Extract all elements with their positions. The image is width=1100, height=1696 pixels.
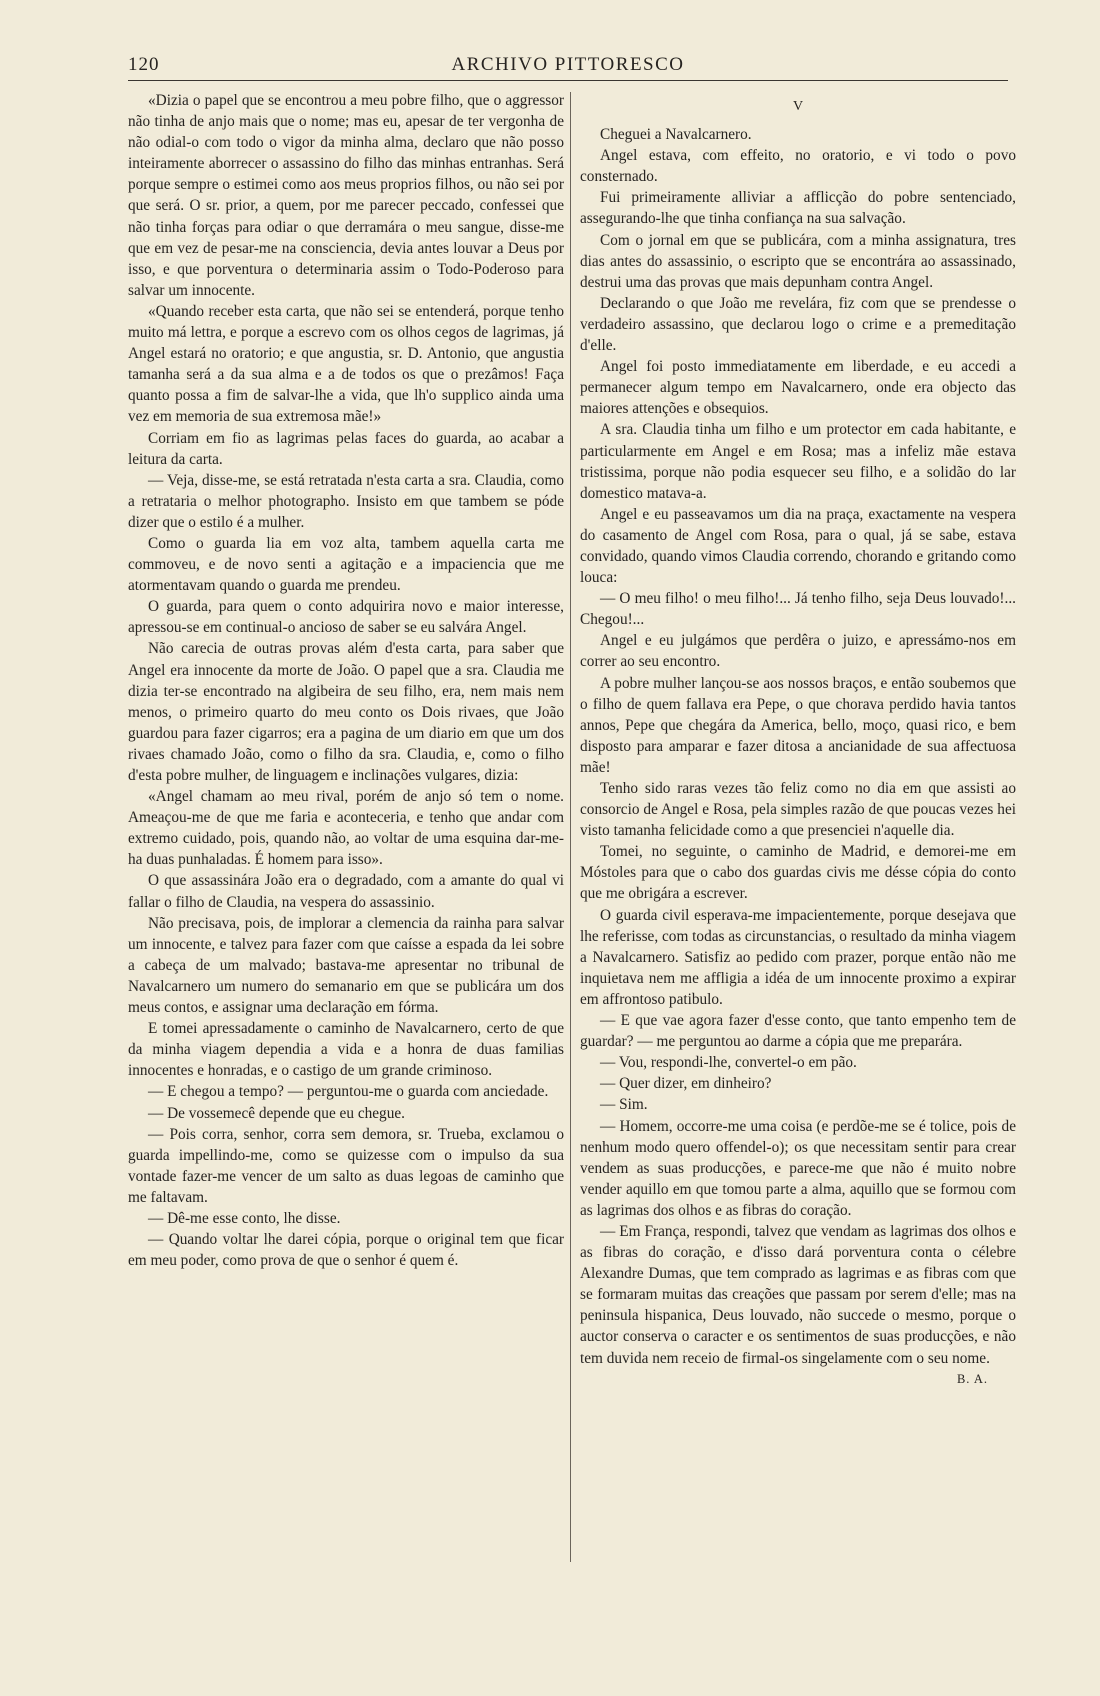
right-paragraph: Fui primeiramente alliviar a afflicção do pobre sentenciado, assegurando-lhe que tinha confiança na sua salvação.: [580, 189, 1016, 228]
left-paragraph: Corriam em fio as lagrimas pelas faces do guarda, ao acabar a leitura da carta.: [128, 429, 564, 468]
left-paragraph: E tomei apressadamente o caminho de Navalcarnero, certo de que da minha viagem dependia a vida e a honra de duas familias innocentes e honradas, e o castigo de um grande criminoso.: [128, 1020, 564, 1080]
right-paragraph: Cheguei a Navalcarnero.: [600, 126, 752, 144]
right-paragraph: Angel e eu julgámos que perdêra o juizo, e apressámo-nos em correr ao seu encontro.: [580, 632, 1016, 671]
right-paragraph: Tomei, no seguinte, o caminho de Madrid, e demorei-me em Móstoles para que o cabo dos guardas civis me désse cópia do conto que me obrigára a escrever.: [580, 843, 1016, 903]
right-column: [580, 90, 1016, 1390]
left-paragraph: O guarda, para quem o conto adquirira novo e maior interesse, apressou-se em continual-o ancioso de saber se eu salvára Angel.: [128, 598, 564, 637]
author-signature: B. A.: [956, 1371, 988, 1386]
right-paragraph: Tenho sido raras vezes tão feliz como no dia em que assisti ao consorcio de Angel e Rosa, pela simples razão de que poucas vezes hei visto tamanha felicidade como a que presenciei n'aquelle dia.: [580, 780, 1016, 840]
left-paragraph: — Dê-me esse conto, lhe disse.: [148, 1209, 341, 1227]
left-column: [128, 90, 564, 1271]
right-paragraph: A pobre mulher lançou-se aos nossos braços, e então soubemos que o filho de quem fallava era Pepe, o que chorava perdido havia tantos annos, Pepe que chegára da America, bello, moço, quasi rico, e bem disposto para amparar e fazer ditosa a ancianidade de sua affectuosa mãe!: [580, 674, 1016, 776]
left-paragraph: — E chegou a tempo? — perguntou-me o guarda com anciedade.: [148, 1083, 549, 1101]
right-paragraph: Angel foi posto immediatamente em liberdade, e eu accedi a permanecer algum tempo em Navalcarnero, onde era objecto das maiores attenções e obsequios.: [580, 358, 1016, 418]
left-paragraph: «Dizia o papel que se encontrou a meu pobre filho, que o aggressor não tinha de anjo mais que o nome; mas eu, apesar de ter vergonha de não odial-o com todo o vigor da minha alma, declaro que não posso inteiramente aborrecer o assassino do filho das minhas entranhas. Será porque sempre o estimei como aos meus proprios filhos, ou não sei por que será. O sr. prior, a quem, por me parecer peccado, confessei que não tinha forças para odiar o que derramára o meu sangue, disse-me que em vez de pesar-me na consciencia, devia antes louvar a Deus por isso, e que porventura o determinaria assim o Todo-Poderoso para salvar um innocente.: [128, 92, 564, 299]
right-paragraph: Angel estava, com effeito, no oratorio, e vi todo o povo consternado.: [580, 147, 1016, 186]
right-paragraph: — Sim.: [600, 1096, 648, 1114]
right-paragraph: Declarando o que João me revelára, fiz com que se prendesse o verdadeiro assassino, que declarou logo o crime e a premeditação d'elle.: [580, 294, 1016, 355]
running-title: ARCHIVO PITTORESCO: [451, 54, 685, 75]
left-paragraph: — Pois corra, senhor, corra sem demora, sr. Trueba, exclamou o guarda impellindo-me, como se quizesse com o impulso da sua vontade fazer-me vencer de um salto as duas legoas de caminho que me faltavam.: [128, 1125, 564, 1206]
right-paragraph: O guarda civil esperava-me impacientemente, porque desejava que lhe referisse, com todas as circunstancias, o resultado da minha viagem a Navalcarnero. Satisfiz ao pedido com prazer, porque então não me inquietava nem me affligia a idéa de um innocente proximo a expirar em affrontoso patibulo.: [580, 906, 1016, 1008]
right-paragraph: — Homem, occorre-me uma coisa (e perdõe-me se é tolice, pois de nenhum modo quero offendel-o); os que necessitam sentir para crear vendem as suas producções, e parece-me que não é muito nobre vender aquillo em que tomou parte a alma, aquillo que se formou com as lagrimas dos olhos e as fibras do coração.: [580, 1117, 1016, 1219]
left-paragraph: «Angel chamam ao meu rival, porém de anjo só tem o nome. Ameaçou-me de que me faria e aconteceria, e tenho que andar com extremo cuidado, pois, quando não, ao voltar de uma esquina dar-me-ha duas punhaladas. É homem para isso».: [128, 788, 564, 869]
right-paragraph: — Em França, respondi, talvez que vendam as lagrimas dos olhos e as fibras do coração, e d'isso dará porventura conta o célebre Alexandre Dumas, que tem comprado as lagrimas e as fibras com que se formaram muitas das creações que passam por serem d'elle; mas na peninsula hispanica, Deus louvado, não succede o mesmo, porque o auctor conserva o caracter e os sentimentos de suas producções, e não tem duvida nem receio de firmal-os singelamente com o seu nome.: [580, 1222, 1016, 1367]
column-divider: [570, 92, 571, 1562]
right-paragraph: — E que vae agora fazer d'esse conto, que tanto empenho tem de guardar? — me perguntou ao darme a cópia que me preparára.: [580, 1012, 1016, 1051]
right-paragraph: — Quer dizer, em dinheiro?: [600, 1075, 772, 1093]
right-paragraph: Angel e eu passeavamos um dia na praça, exactamente na vespera do casamento de Angel com Rosa, para o qual, já se sabe, estava convidado, quando vimos Claudia correndo, chorando e gritando como louca:: [580, 505, 1016, 587]
right-paragraph: A sra. Claudia tinha um filho e um protector em cada habitante, e particularmente em Angel e em Rosa; mas a infeliz mãe estava tristissima, porque não podia esquecer seu filho, e a solidão do lar domestico matava-a.: [580, 421, 1016, 502]
left-paragraph: — Veja, disse-me, se está retratada n'esta carta a sra. Claudia, como a retrataria o melhor photographo. Insisto em que tambem se póde dizer que o estilo é a mulher.: [128, 471, 564, 531]
left-paragraph: O que assassinára João era o degradado, com a amante do qual vi fallar o filho de Claudia, na vespera do assassinio.: [128, 872, 564, 911]
left-paragraph: — Quando voltar lhe darei cópia, porque o original tem que ficar em meu poder, como prova de que o senhor é quem é.: [128, 1231, 564, 1270]
right-paragraph: Com o jornal em que se publicára, com a minha assignatura, tres dias antes do assassinio, o escripto que se encontrára ao assassinado, destrui uma das provas que mais depunham contra Angel.: [580, 231, 1016, 291]
page-number: 120: [128, 54, 160, 75]
left-paragraph: — De vossemecê depende que eu chegue.: [148, 1104, 405, 1122]
left-paragraph: «Quando receber esta carta, que não sei se entenderá, porque tenho muito má lettra, e porque a escrevo com os olhos cegos de lagrimas, já Angel estará no oratorio; e que angustia, sr. D. Antonio, que angustia tamanha será a da sua alma e a de todos os que o prezâmos! Faça quanto possa a fim de salvar-lhe a vida, que lh'o supplico ainda uma vez em memoria de sua extremosa mãe!»: [128, 302, 564, 426]
header-rule: [128, 80, 1008, 81]
right-paragraph: — Vou, respondi-lhe, convertel-o em pão.: [600, 1054, 857, 1072]
left-paragraph: Como o guarda lia em voz alta, tambem aquella carta me commoveu, e de novo senti a agitação e a impaciencia que me atormentavam quando o guarda me prendeu.: [128, 534, 564, 595]
left-paragraph: Não carecia de outras provas além d'esta carta, para saber que Angel era innocente da morte de João. O papel que a sra. Claudia me dizia ter-se encontrado na algibeira de seu filho, era, nem mais nem menos, o primeiro quarto do meu conto os Dois rivaes, que João guardou para fazer cigarros; era a pagina de um diario em que um dos rivaes chamado João, como o filho da sra. Claudia, e, como o filho d'esta pobre mulher, de linguagem e inclinações vulgares, dizia:: [128, 640, 564, 784]
right-paragraph: — O meu filho! o meu filho!... Já tenho filho, seja Deus louvado!... Chegou!...: [580, 590, 1016, 629]
section-number: V: [792, 99, 804, 114]
left-paragraph: Não precisava, pois, de implorar a clemencia da rainha para salvar um innocente, e talvez para fazer com que caísse a espada da lei sobre a cabeça de um malvado; bastava-me apresentar no tribunal de Navalcarnero um numero do semanario em que se publicára um dos meus contos, e assignar uma declaração em fórma.: [128, 914, 564, 1017]
